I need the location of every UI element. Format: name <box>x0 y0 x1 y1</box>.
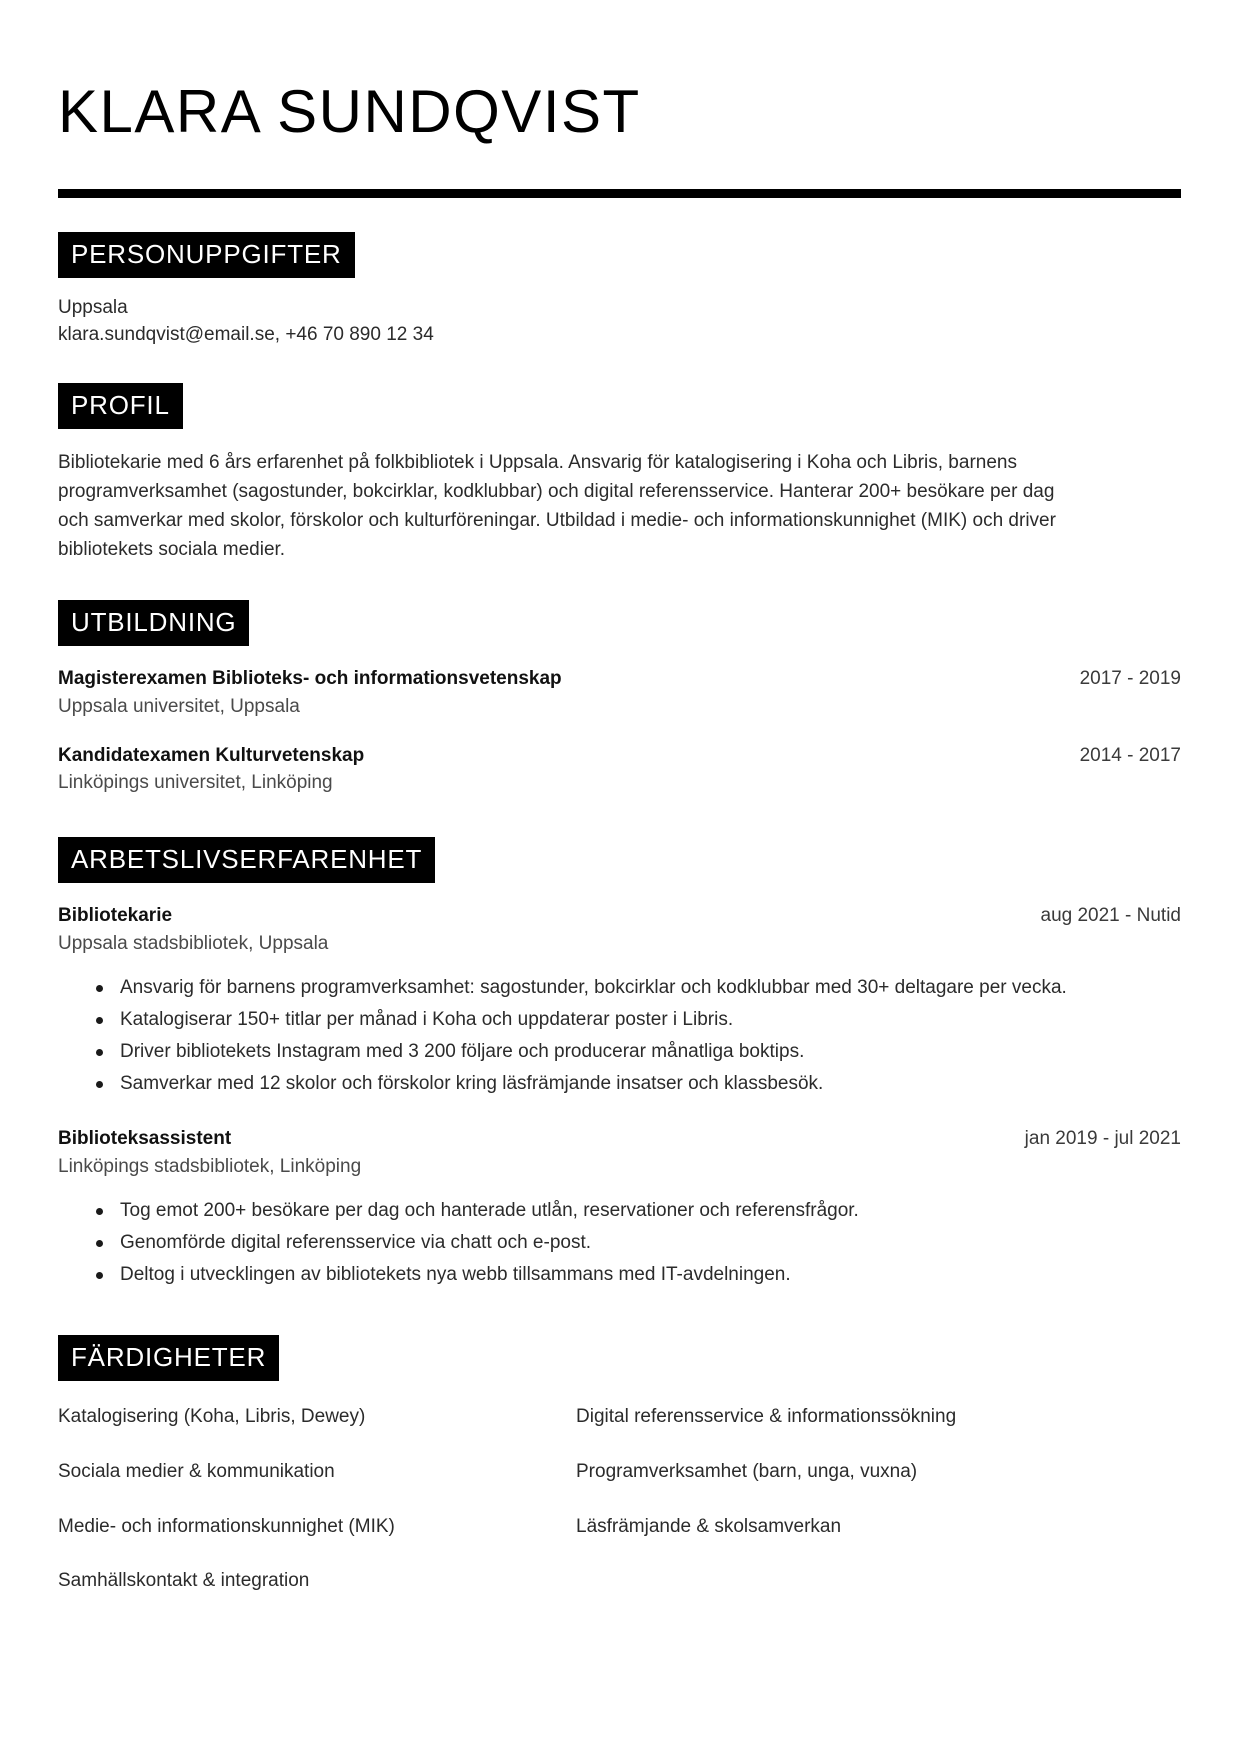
skill-item: Samhällskontakt & integration <box>58 1570 310 1592</box>
job-bullet: Deltog i utvecklingen av bibliotekets nya webb tillsammans med IT-avdelningen. <box>96 1262 1181 1289</box>
section-heading-skills: FÄRDIGHETER <box>58 1335 279 1381</box>
section-heading-education: UTBILDNING <box>58 600 249 646</box>
header-divider <box>58 189 1181 198</box>
job-dates: aug 2021 - Nutid <box>1040 904 1181 926</box>
skills-grid <box>58 1405 1181 1594</box>
education-school: Linköpings universitet, Linköping <box>58 772 333 794</box>
experience-entry-header <box>58 903 1181 929</box>
education-entry <box>58 743 1181 797</box>
education-degree: Kandidatexamen Kulturvetenskap <box>58 744 365 766</box>
skill-item: Programverksamhet (barn, unga, vuxna) <box>576 1460 918 1482</box>
job-bullet-list <box>58 975 1181 1098</box>
experience-entry-header <box>58 1126 1181 1152</box>
section-education <box>58 600 1181 796</box>
job-employer: Linköpings stadsbibliotek, Linköping <box>58 1155 362 1177</box>
skill-item: Sociala medier & kommunikation <box>58 1460 335 1482</box>
contact-city: Uppsala <box>58 297 128 318</box>
section-personal-details <box>58 232 1181 349</box>
section-heading-profile: PROFIL <box>58 383 183 429</box>
skill-item: Digital referensservice & informationssökning <box>576 1406 957 1428</box>
experience-entry <box>58 903 1181 1098</box>
job-bullet: Tog emot 200+ besökare per dag och hanterade utlån, reservationer och referensfrågor. <box>96 1198 1181 1225</box>
job-dates: jan 2019 - jul 2021 <box>1024 1128 1181 1150</box>
contact-email-phone: klara.sundqvist@email.se, +46 70 890 12 34 <box>58 323 434 345</box>
education-school: Uppsala universitet, Uppsala <box>58 696 300 718</box>
skill-item: Läsfrämjande & skolsamverkan <box>576 1515 842 1537</box>
education-entry-list <box>58 666 1181 796</box>
education-entry-header <box>58 666 1181 692</box>
education-entry-header <box>58 743 1181 769</box>
education-dates: 2014 - 2017 <box>1079 744 1181 766</box>
job-bullet-list <box>58 1198 1181 1289</box>
section-work-experience <box>58 837 1181 1289</box>
skill-item: Katalogisering (Koha, Libris, Dewey) <box>58 1406 366 1428</box>
job-bullet: Genomförde digital referensservice via chatt och e-post. <box>96 1230 1181 1257</box>
job-bullet: Driver bibliotekets Instagram med 3 200 följare och producerar månatliga boktips. <box>96 1039 1181 1066</box>
job-bullet: Katalogiserar 150+ titlar per månad i Koha och uppdaterar poster i Libris. <box>96 1007 1181 1034</box>
job-title: Bibliotekarie <box>58 904 173 926</box>
job-employer: Uppsala stadsbibliotek, Uppsala <box>58 932 329 954</box>
job-bullet: Samverkar med 12 skolor och förskolor kring läsfrämjande insatser och klassbesök. <box>96 1071 1181 1098</box>
experience-entry-list <box>58 903 1181 1289</box>
education-degree: Magisterexamen Biblioteks- och informationsvetenskap <box>58 668 562 690</box>
job-bullet: Ansvarig för barnens programverksamhet: sagostunder, bokcirklar och kodklubbar med 30+ deltagare per vecka. <box>96 975 1181 1002</box>
job-title: Biblioteksassistent <box>58 1128 232 1150</box>
page-title: KLARA SUNDQVIST <box>58 78 641 145</box>
profile-summary-text: Bibliotekarie med 6 års erfarenhet på folkbibliotek i Uppsala. Ansvarig för katalogisering i Koha och Libris, barnens programverksamhet (sagostunder, bokcirklar, kodklubbar) och digital referensservice. Hanterar 200+ besökare per dag och samverkar med skolor, förskolor och kulturföreningar. Utbildad i medie- och informationskunnighet (MIK) och driver bibliotekets sociala medier. <box>58 451 1056 560</box>
section-profile <box>58 383 1181 565</box>
contact-block <box>58 295 1181 349</box>
education-dates: 2017 - 2019 <box>1079 668 1181 690</box>
section-heading-work-experience: ARBETSLIVSERFARENHET <box>58 837 435 883</box>
education-entry <box>58 666 1181 720</box>
section-heading-personal-details: PERSONUPPGIFTER <box>58 232 355 278</box>
section-skills <box>58 1335 1181 1594</box>
skill-item: Medie- och informationskunnighet (MIK) <box>58 1515 395 1537</box>
experience-entry <box>58 1126 1181 1289</box>
